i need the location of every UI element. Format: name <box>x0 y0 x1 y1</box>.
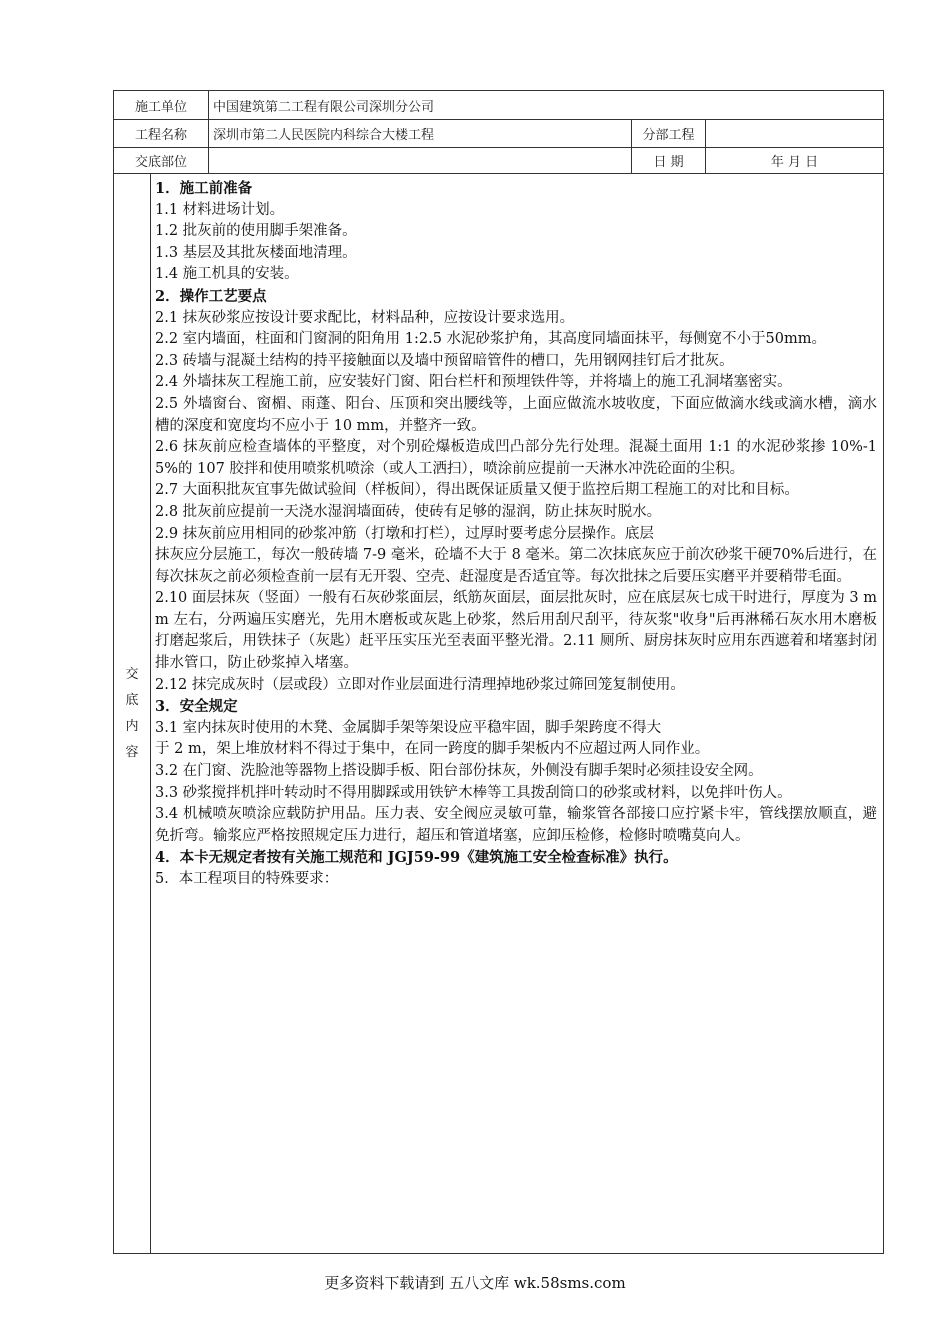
content-paragraph: 2.9 抹灰前应用相同的砂浆冲筋（打墩和打栏），过厚时要考虑分层操作。底层 <box>155 525 654 542</box>
date-label: 日 期 <box>632 148 706 174</box>
side-label-char: 交 <box>125 666 139 682</box>
content-paragraph: 于 2 m，架上堆放材料不得过于集中，在同一跨度的脚手架板内不应超过两人同作业。 <box>155 741 710 758</box>
footer-link-text: 更多资料下载请到 五八文库 wk.58sms.com <box>324 1274 626 1292</box>
subproject-value <box>706 120 884 148</box>
section-heading: 4．本卡无规定者按有关施工规范和 JGJ59-99《建筑施工安全检查标准》执行。 <box>155 849 678 867</box>
content-paragraph: 1.2 批灰前的使用脚手架准备。 <box>155 223 357 240</box>
content-paragraph: 1.1 材料进场计划。 <box>155 201 285 218</box>
project-value: 深圳市第二人民医院内科综合大楼工程 <box>209 120 632 148</box>
side-label-char: 底 <box>125 692 139 708</box>
content-paragraph: 3.1 室内抹灰时使用的木凳、金属脚手架等架设应平稳牢固，脚手架跨度不得大 <box>155 719 662 736</box>
disclosure-form-table <box>113 90 884 1254</box>
location-label: 交底部位 <box>114 148 209 174</box>
unit-value: 中国建筑第二工程有限公司深圳分公司 <box>209 91 884 120</box>
disclosure-content <box>151 174 884 1254</box>
content-paragraph: 2.2 室内墙面，柱面和门窗洞的阳角用 1:2.5 水泥砂浆护角，其高度同墙面抹平，每侧宽不小于50mm。 <box>155 331 827 348</box>
section-heading: 3．安全规定 <box>155 698 238 716</box>
date-value: 年 月 日 <box>706 148 884 174</box>
content-paragraph: 2.5 外墙窗台、窗楣、雨蓬、阳台、压顶和突出腰线等，上面应做流水坡收度，下面应做滴水线或滴水槽，滴水槽的深度和宽度均不应小于 10 mm，并整齐一致。 <box>155 395 878 434</box>
content-paragraph: 2.8 批灰前应提前一天浇水湿润墙面砖，使砖有足够的湿润，防止抹灰时脱水。 <box>155 503 662 520</box>
content-paragraph: 抹灰应分层施工，每次一般砖墙 7-9 毫米，砼墙不大于 8 毫米。第二次抹底灰应于前次砂浆干硬70%后进行，在每次抹灰之前必须检查前一层有无开裂、空壳、赶湿度是否适宜等。每次批抹之后要压实磨平并要稍带毛面。 <box>155 547 878 585</box>
side-label-char: 内 <box>125 718 139 734</box>
content-paragraph: 2.4 外墙抹灰工程施工前，应安装好门窗、阳台栏杆和预埋铁件等，并将墙上的施工孔洞堵塞密实。 <box>155 374 792 391</box>
unit-label: 施工单位 <box>114 91 209 120</box>
section-heading: 2．操作工艺要点 <box>155 287 267 305</box>
content-paragraph: 2.1 抹灰砂浆应按设计要求配比，材料品种，应按设计要求选用。 <box>155 309 575 326</box>
content-paragraph: 2.12 抹完成灰时（层或段）立即对作业层面进行清理掉地砂浆过筛回笼复制使用。 <box>155 676 685 693</box>
content-paragraph: 3.3 砂浆搅拌机拌叶转动时不得用脚踩或用铁铲木棒等工具拨刮筒口的砂浆或材料，以免拌叶伤人。 <box>155 784 792 801</box>
subproject-label: 分部工程 <box>632 120 706 148</box>
project-label: 工程名称 <box>114 120 209 148</box>
content-paragraph: 2.10 面层抹灰（竖面）一般有石灰砂浆面层，纸筋灰面层，面层批灰时，应在底层灰七成干时进行，厚度为 3 mm 左右，分两遍压实磨光，先用木磨板或灰匙上砂浆，然后用刮尺刮平，待灰浆"收身"后再淋稀石灰水用木磨板打磨起浆后，用铁抹子（灰匙）赶平压实压光至表面平整光滑。2.11 厕所、厨房抹灰时应用东西遮着和堵塞封闭排水管口，防止砂浆掉入堵塞。 <box>155 590 878 672</box>
location-value <box>209 148 632 174</box>
section-heading: 1．施工前准备 <box>155 180 253 197</box>
disclosure-content-label <box>114 174 151 1254</box>
content-paragraph: 3.4 机械喷灰喷涂应载防护用品。压力表、安全阀应灵敏可靠，输浆管各部接口应拧紧卡牢，管线摆放顺直，避免折弯。输浆应严格按照规定压力进行，超压和管道堵塞，应卸压检修，检修时喷嘴莫向人。 <box>155 806 878 844</box>
content-paragraph: 2.7 大面积批灰宜事先做试验间（样板间），得出既保证质量又便于监控后期工程施工的对比和目标。 <box>155 482 799 499</box>
content-paragraph: 1.4 施工机具的安装。 <box>155 266 299 283</box>
side-label-char: 容 <box>125 744 139 760</box>
content-paragraph: 1.3 基层及其批灰楼面地清理。 <box>155 244 357 261</box>
content-paragraph: 2.3 砖墙与混凝土结构的持平接触面以及墙中预留暗管件的槽口，先用钢网挂钉后才批灰。 <box>155 352 734 369</box>
content-paragraph: 5．本工程项目的特殊要求： <box>155 871 339 887</box>
content-paragraph: 3.2 在门窗、洗脸池等器物上搭设脚手板、阳台部份抹灰，外侧没有脚手架时必须挂设安全网。 <box>155 763 763 780</box>
content-paragraph: 2.6 抹灰前应检查墙体的平整度，对个别砼爆板造成凹凸部分先行处理。混凝土面用 1:1 的水泥砂浆掺 10%-15%的 107 胶拌和使用喷浆机喷涂（或人工洒扫），喷涂前应提前一天淋水冲洗砼面的尘积。 <box>155 439 878 477</box>
